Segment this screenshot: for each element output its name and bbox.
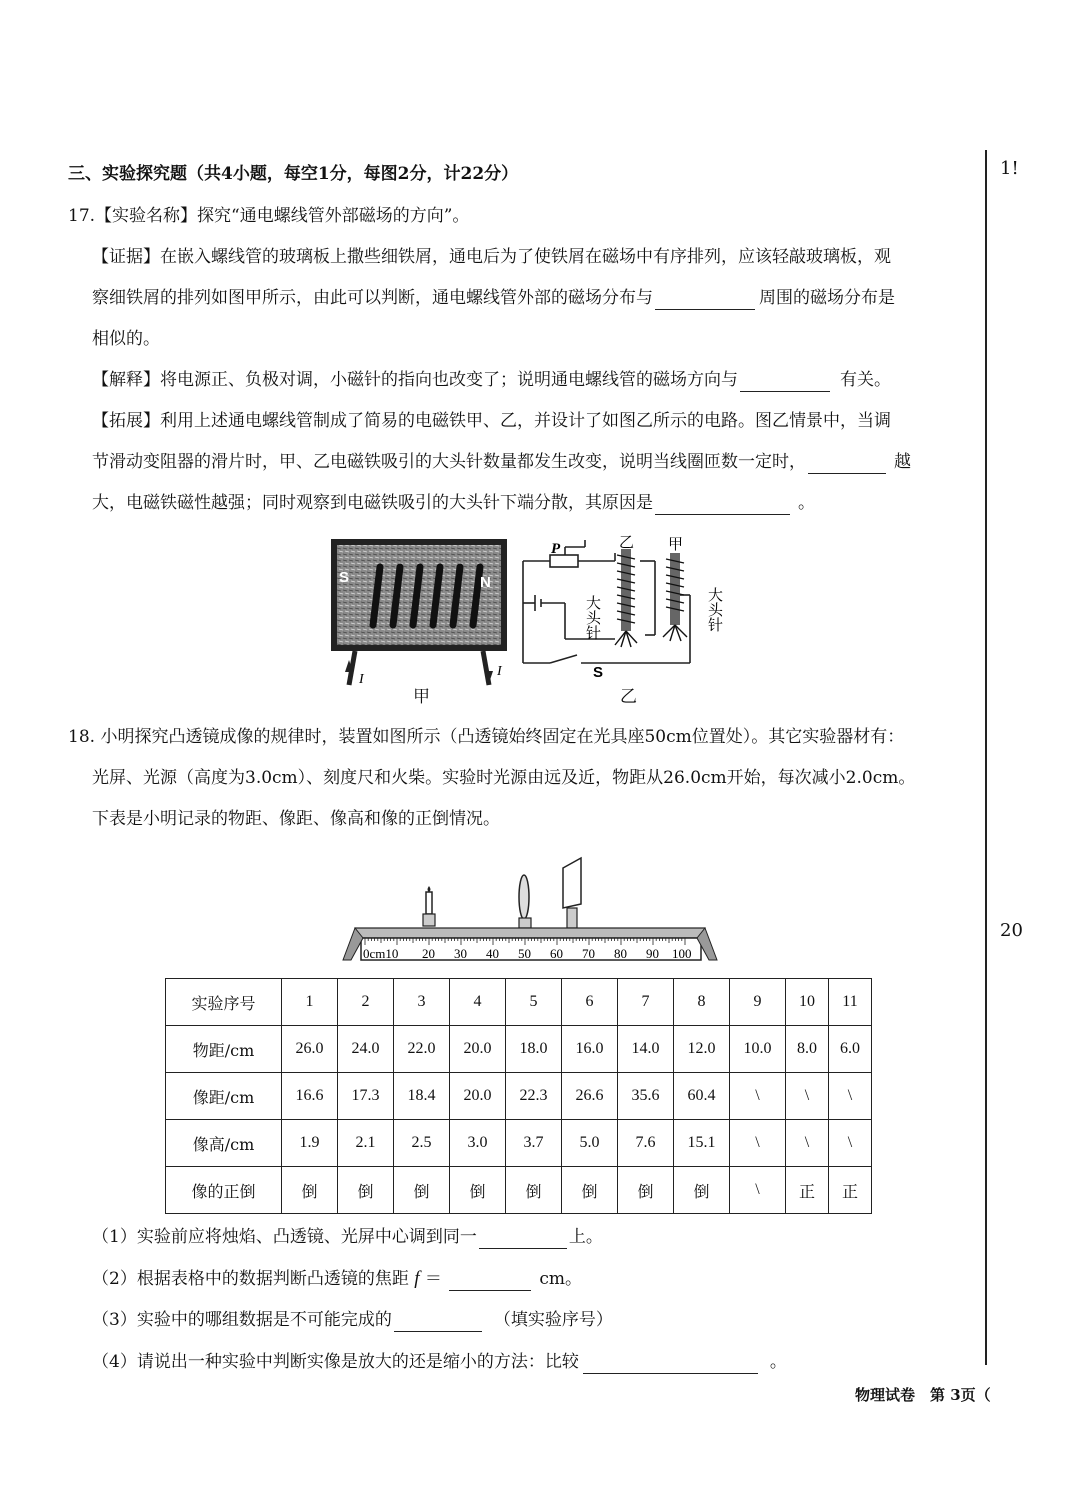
table-cell: 2.1 (338, 1120, 394, 1167)
figure-solenoid-filings (325, 535, 515, 710)
q18-line1: 18. 小明探究凸透镜成像的规律时，装置如图所示（凸透镜始终固定在光具座50cm位置处）。其它实验器材有： (68, 727, 905, 747)
margin-page-number-top: 1! (1000, 158, 1019, 179)
q17-extend-line2: 节滑动变阻器的滑片时，甲、乙电磁铁吸引的大头针数量都发生改变，说明当线圈匝数一定时， 越 (92, 452, 911, 472)
candle-icon (426, 892, 432, 914)
table-row-header: 实验序号 (166, 979, 282, 1026)
label-N: N (480, 574, 491, 591)
bench-tick-label: 50 (518, 946, 531, 961)
section-title: 三、实验探究题（共4小题，每空1分，每图2分，计22分） (68, 164, 519, 184)
answer-blank-1[interactable] (655, 287, 755, 310)
answer-blank-2[interactable] (740, 369, 830, 392)
table-cell: 倒 (506, 1167, 562, 1214)
table-cell: 24.0 (338, 1026, 394, 1073)
table-cell: 8 (674, 979, 730, 1026)
table-cell: \ (730, 1120, 786, 1167)
table-cell: 6.0 (829, 1026, 872, 1073)
table-cell: 12.0 (674, 1026, 730, 1073)
table-cell: 3.7 (506, 1120, 562, 1167)
table-cell: 正 (786, 1167, 829, 1214)
answer-blank-4[interactable] (655, 492, 790, 515)
label-S: S (339, 569, 350, 586)
table-cell: 倒 (338, 1167, 394, 1214)
bench-tick-label: 100 (672, 946, 692, 961)
table-cell: 7 (618, 979, 674, 1026)
table-cell: 60.4 (674, 1073, 730, 1120)
table-cell: 倒 (674, 1167, 730, 1214)
table-cell: 26.6 (562, 1073, 618, 1120)
table-row (166, 1026, 872, 1073)
table-cell: 1 (282, 979, 338, 1026)
table-cell: 14.0 (618, 1026, 674, 1073)
q17-explain: 【解释】将电源正、负极对调，小磁针的指向也改变了；说明通电螺线管的磁场方向与 有关。 (92, 370, 891, 390)
pins-label-left: 大头针 (584, 595, 602, 640)
table-cell: 倒 (618, 1167, 674, 1214)
table-cell: 倒 (450, 1167, 506, 1214)
table-cell: 18.0 (506, 1026, 562, 1073)
table-cell: \ (730, 1073, 786, 1120)
q17-extend-line1: 【拓展】利用上述通电螺线管制成了简易的电磁铁甲、乙，并设计了如图乙所示的电路。图乙情景中，当调 (92, 411, 891, 431)
table-cell: 11 (829, 979, 872, 1026)
table-row (166, 1073, 872, 1120)
table-cell: 35.6 (618, 1073, 674, 1120)
q17-title: 17.【实验名称】探究“通电螺线管外部磁场的方向”。 (68, 206, 470, 226)
table-cell: \ (786, 1120, 829, 1167)
table-cell: 5 (506, 979, 562, 1026)
table-cell: \ (730, 1167, 786, 1214)
q17-evidence-line2: 察细铁屑的排列如图甲所示，由此可以判断，通电螺线管外部的磁场分布与 周围的磁场分布是 (92, 288, 895, 308)
table-cell: 5.0 (562, 1120, 618, 1167)
figure-electromagnet-circuit (515, 535, 745, 685)
table-cell: 15.1 (674, 1120, 730, 1167)
table-cell: 17.3 (338, 1073, 394, 1120)
table-cell: 10.0 (730, 1026, 786, 1073)
table-cell: 16.0 (562, 1026, 618, 1073)
table-cell: 26.0 (282, 1026, 338, 1073)
table-row-header: 像的正倒 (166, 1167, 282, 1214)
table-cell: 18.4 (394, 1073, 450, 1120)
table-cell: 16.6 (282, 1073, 338, 1120)
q18-sub3: （3）实验中的哪组数据是不可能完成的 （填实验序号） (92, 1310, 613, 1330)
bench-tick-label: 90 (646, 946, 659, 961)
data-table (165, 978, 872, 1214)
table-row-header: 像高/cm (166, 1120, 282, 1167)
table-cell: \ (829, 1120, 872, 1167)
answer-blank-6[interactable] (449, 1268, 531, 1291)
electromagnet-label-jia: 甲 (668, 535, 684, 553)
table-row (166, 979, 872, 1026)
table-row (166, 1167, 872, 1214)
answer-blank-7[interactable] (394, 1309, 482, 1332)
table-cell: 20.0 (450, 1073, 506, 1120)
table-cell: 正 (829, 1167, 872, 1214)
pins-label-right: 大头针 (706, 587, 724, 632)
rheostat-label-P: P (551, 541, 561, 557)
bench-tick-label: 70 (582, 946, 595, 961)
table-cell: 7.6 (618, 1120, 674, 1167)
margin-divider (985, 150, 987, 1365)
margin-page-number-mid: 20 (1000, 920, 1023, 941)
current-label-right: I (497, 664, 502, 679)
q18-sub2: （2）根据表格中的数据判断凸透镜的焦距 f ＝ cm。 (92, 1268, 582, 1289)
table-cell: 10 (786, 979, 829, 1026)
current-label-left: I (359, 672, 364, 687)
page-footer: 物理试卷 第 3页（ (855, 1386, 991, 1404)
electromagnet-label-yi: 乙 (619, 535, 635, 551)
bench-tick-label: 40 (486, 946, 499, 961)
table-cell: 倒 (562, 1167, 618, 1214)
q17-extend-line3: 大，电磁铁磁性越强；同时观察到电磁铁吸引的大头针下端分散，其原因是 。 (92, 493, 815, 513)
bench-tick-label: 20 (422, 946, 435, 961)
table-cell: 20.0 (450, 1026, 506, 1073)
table-cell: \ (829, 1073, 872, 1120)
table-cell: \ (786, 1073, 829, 1120)
answer-blank-3[interactable] (808, 451, 886, 474)
table-row-header: 物距/cm (166, 1026, 282, 1073)
table-cell: 倒 (282, 1167, 338, 1214)
q18-sub4: （4）请说出一种实验中判断实像是放大的还是缩小的方法：比较 。 (92, 1352, 787, 1372)
bench-tick-label: 30 (454, 946, 467, 961)
q18-line3: 下表是小明记录的物距、像距、像高和像的正倒情况。 (92, 809, 500, 829)
bench-tick-label: 60 (550, 946, 563, 961)
table-cell: 6 (562, 979, 618, 1026)
table-cell: 8.0 (786, 1026, 829, 1073)
table-row-header: 像距/cm (166, 1073, 282, 1120)
bench-tick-label: 0cm10 (363, 946, 399, 961)
figure-caption-jia: 甲 (413, 687, 430, 707)
switch-label-S: S (593, 664, 604, 681)
table-cell: 1.9 (282, 1120, 338, 1167)
screen-icon (563, 858, 581, 908)
answer-blank-5[interactable] (479, 1226, 567, 1249)
table-cell: 倒 (394, 1167, 450, 1214)
lens-icon (519, 875, 529, 919)
table-cell: 9 (730, 979, 786, 1026)
table-cell: 2.5 (394, 1120, 450, 1167)
q18-sub1: （1）实验前应将烛焰、凸透镜、光屏中心调到同一 上。 (92, 1227, 603, 1247)
table-cell: 3 (394, 979, 450, 1026)
table-cell: 3.0 (450, 1120, 506, 1167)
table-cell: 4 (450, 979, 506, 1026)
bench-tick-label: 80 (614, 946, 627, 961)
q18-line2: 光屏、光源（高度为3.0cm）、刻度尺和火柴。实验时光源由远及近，物距从26.0cm开始，每次减小2.0cm。 (92, 768, 916, 788)
answer-blank-8[interactable] (583, 1351, 758, 1374)
figure-optical-bench (335, 852, 725, 970)
table-row (166, 1120, 872, 1167)
q17-evidence-line3: 相似的。 (92, 329, 160, 349)
table-cell: 2 (338, 979, 394, 1026)
q17-evidence-line1: 【证据】在嵌入螺线管的玻璃板上撒些细铁屑，通电后为了使铁屑在磁场中有序排列，应该轻敲玻璃板，观 (92, 247, 891, 267)
table-cell: 22.0 (394, 1026, 450, 1073)
table-cell: 22.3 (506, 1073, 562, 1120)
figure-caption-yi: 乙 (620, 687, 637, 707)
